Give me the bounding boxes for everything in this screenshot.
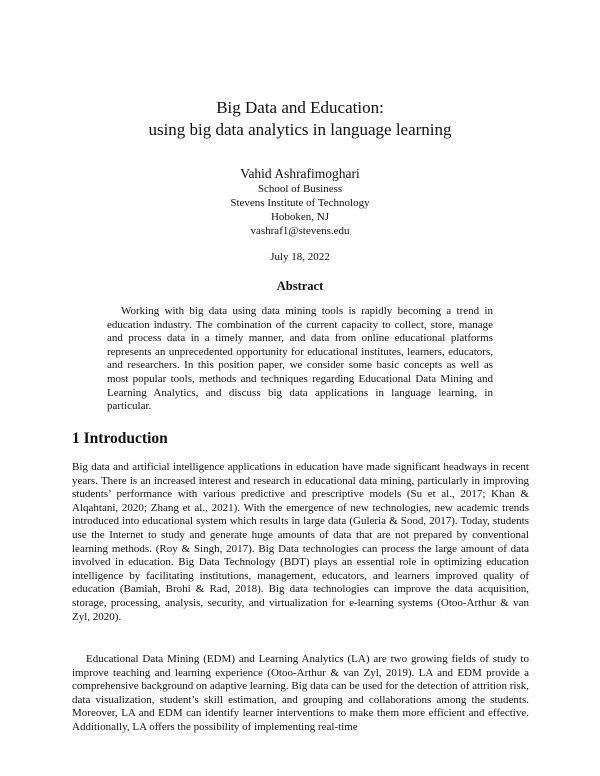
publication-date: July 18, 2022: [270, 251, 330, 263]
author-email: vashraf1@stevens.edu: [250, 225, 350, 237]
author-institute: Stevens Institute of Technology: [230, 197, 370, 209]
paper-title-line-2: using big data analytics in language learning: [148, 120, 452, 139]
abstract-heading: Abstract: [276, 279, 324, 293]
section-heading-introduction: 1 Introduction: [72, 430, 168, 447]
intro-paragraph-2: Educational Data Mining (EDM) and Learning Analytics (LA) are two growing fields of study to improve teaching and learning experience (Otoo-Arthur & van Zyl, 2019). LA and EDM provide a comprehensive background on adaptive learning. Big data can be used for the detection of attrition risk, data visualization, student’s skill estimation, and grouping and collaborations among the students. Moreover, LA and EDM can identify learner interventions to make them more efficient and effective. Additionally, LA offers the possibility of implementing real-time: [72, 653, 529, 733]
author-school: School of Business: [257, 183, 343, 195]
author-location: Hoboken, NJ: [270, 211, 330, 223]
paper-title-line-1: Big Data and Education:: [216, 98, 384, 117]
abstract-text: Working with big data using data mining tools is rapidly becoming a trend in education industry. The combination of the current capacity to collect, store, manage and process data in a timely manner, and data from online educational platforms represents an unprecedented opportunity for educational institutes, learners, educators, and researchers. In this position paper, we consider some basic concepts as well as most popular tools, methods and techniques regarding Educational Data Mining and Learning Analytics, and discuss big data applications in language learning, in particular.: [107, 305, 493, 413]
intro-paragraph-1: Big data and artificial intelligence applications in education have made significant headways in recent years. There is an increased interest and research in educational data mining, particularly in improving students’ performance with various predictive and prescriptive models (Su et al., 2017; Khan & Alqahtani, 2020; Zhang et al., 2021). With the emergence of new technologies, new academic trends introduced into educational system which results in large data (Guleria & Sood, 2017). Today, students use the Internet to study and generate huge amounts of data that are not prepared by conventional learning methods. (Roy & Singh, 2017). Big Data technologies can process the large amount of data involved in education. Big Data Technology (BDT) plays an essential role in optimizing education intelligence by facilitating institutions, management, educators, and learners improved quality of education (Bamiah, Brohi & Rad, 2018). Big data technologies can improve the data acquisition, storage, processing, analysis, security, and virtualization for e-learning systems (Otoo-Arthur & van Zyl, 2020).: [72, 461, 529, 623]
author-name: Vahid Ashrafimoghari: [240, 166, 360, 181]
